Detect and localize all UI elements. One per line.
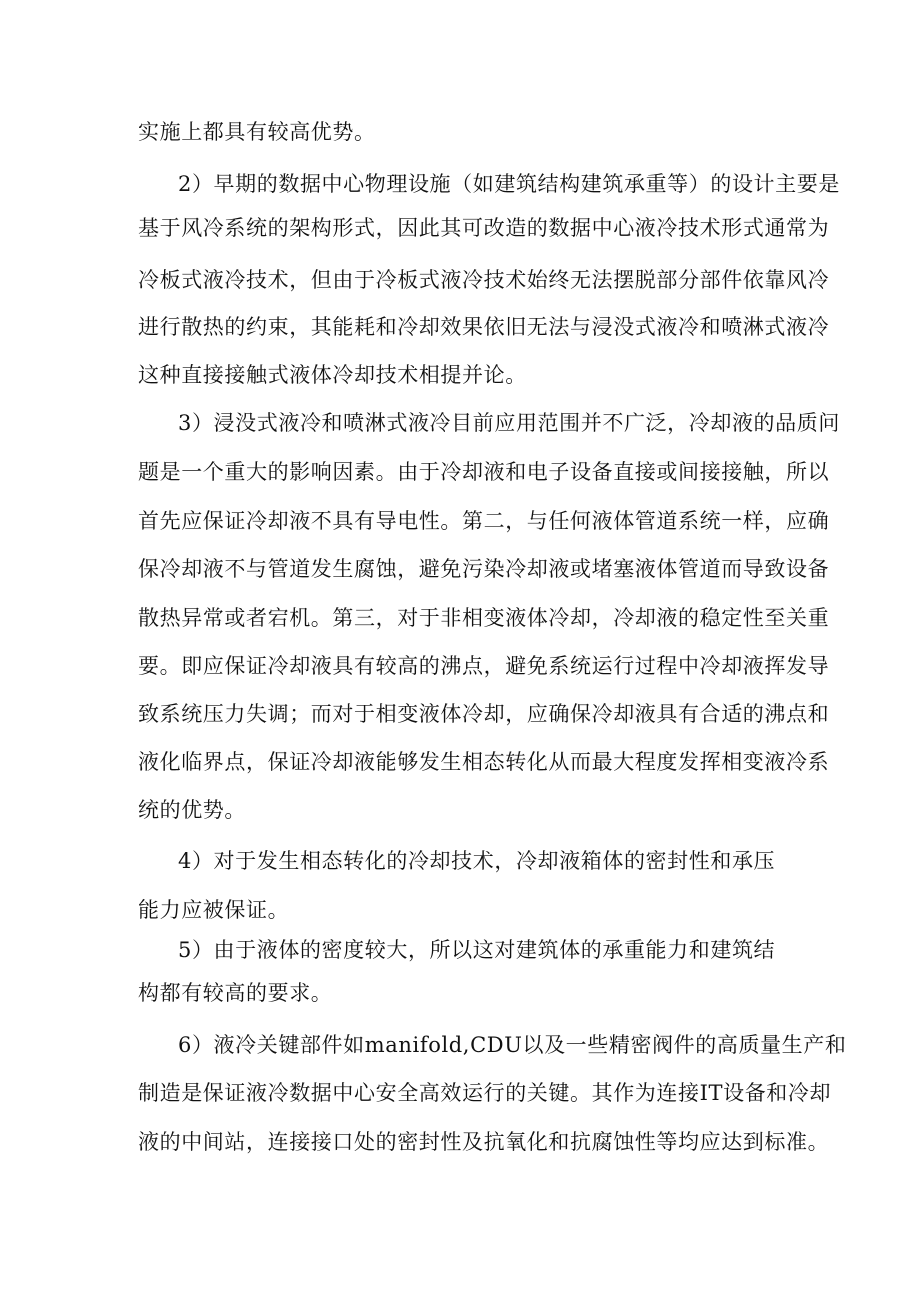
text-line: 致系统压力失调；而对于相变液体冷却，应确保冷却液具有合适的沸点和 bbox=[138, 702, 830, 726]
text-line: 5）由于液体的密度较大，所以这对建筑体的承重能力和建筑结 bbox=[178, 938, 776, 962]
text-line: 冷板式液冷技术，但由于冷板式液冷技术始终无法摆脱部分部件依靠风冷 bbox=[138, 268, 830, 292]
text-line: 液的中间站，连接接口处的密封性及抗氧化和抗腐蚀性等均应达到标准。 bbox=[138, 1130, 830, 1154]
text-line: 制造是保证液冷数据中心安全高效运行的关键。其作为连接IT设备和冷却 bbox=[138, 1081, 832, 1105]
text-line: 保冷却液不与管道发生腐蚀，避免污染冷却液或堵塞液体管道而导致设备 bbox=[138, 557, 830, 581]
text-line: 2）早期的数据中心物理设施（如建筑结构建筑承重等）的设计主要是 bbox=[178, 172, 840, 196]
text-line: 液化临界点，保证冷却液能够发生相态转化从而最大程度发挥相变液冷系 bbox=[138, 750, 830, 774]
text-line: 题是一个重大的影响因素。由于冷却液和电子设备直接或间接接触，所以 bbox=[138, 460, 830, 484]
text-line: 能力应被保证。 bbox=[138, 898, 290, 922]
text-line: 要。即应保证冷却液具有较高的沸点，避免系统运行过程中冷却液挥发导 bbox=[138, 654, 830, 678]
text-line: 首先应保证冷却液不具有导电性。第二，与任何液体管道系统一样，应确 bbox=[138, 509, 830, 533]
text-line: 3）浸没式液冷和喷淋式液冷目前应用范围并不广泛，冷却液的品质问 bbox=[178, 411, 840, 435]
text-line: 散热异常或者宕机。第三，对于非相变液体冷却，冷却液的稳定性至关重 bbox=[138, 606, 830, 630]
text-line: 4）对于发生相态转化的冷却技术，冷却液箱体的密封性和承压 bbox=[178, 849, 776, 873]
text-line: 构都有较高的要求。 bbox=[138, 981, 333, 1005]
text-line: 基于风冷系统的架构形式，因此其可改造的数据中心液冷技术形式通常为 bbox=[138, 216, 830, 240]
text-line: 统的优势。 bbox=[138, 798, 246, 822]
text-line: 进行散热的约束，其能耗和冷却效果依旧无法与浸没式液冷和喷淋式液冷 bbox=[138, 315, 830, 339]
text-line: 6）液冷关键部件如manifold,CDU以及一些精密阀件的高质量生产和 bbox=[178, 1033, 847, 1057]
text-line: 实施上都具有较高优势。 bbox=[138, 120, 376, 144]
text-line: 这种直接接触式液体冷却技术相提并论。 bbox=[138, 363, 527, 387]
